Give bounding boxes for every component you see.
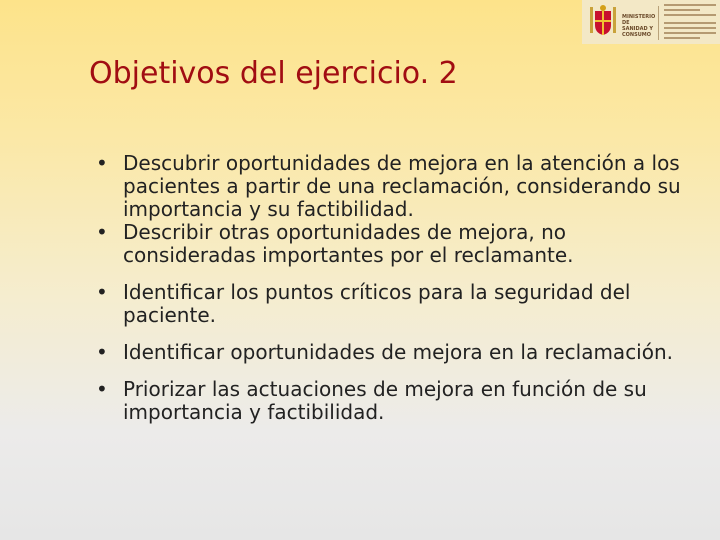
ministry-logo	[582, 0, 720, 44]
list-item	[96, 341, 686, 364]
bullet-icon: •	[96, 340, 108, 364]
list-item-text: Descubrir oportunidades de mejora en la atención a los pacientes a partir de una reclamación, considerando su importancia y su factibilidad.	[123, 151, 681, 221]
list-item	[96, 221, 686, 267]
bullet-icon: •	[96, 280, 108, 304]
list-item-text: Identificar oportunidades de mejora en la reclamación.	[123, 340, 674, 364]
list-item	[96, 281, 686, 327]
list-item	[96, 378, 686, 424]
ministry-name: MINISTERIO DE SANIDAD Y CONSUMO	[622, 14, 656, 38]
bullet-icon: •	[96, 220, 108, 244]
logo-subtitle-lines	[664, 4, 716, 42]
objectives-list	[96, 152, 686, 424]
list-item-text: Identificar los puntos críticos para la seguridad del paciente.	[123, 280, 631, 327]
bullet-icon: •	[96, 377, 108, 401]
coat-of-arms-icon	[588, 3, 618, 41]
logo-divider	[658, 6, 659, 40]
list-item	[96, 152, 686, 221]
list-item-text: Describir otras oportunidades de mejora, no consideradas importantes por el reclamante.	[123, 220, 574, 267]
bullet-icon: •	[96, 151, 108, 175]
slide-title: Objetivos del ejercicio. 2	[89, 56, 458, 91]
list-item-text: Priorizar las actuaciones de mejora en función de su importancia y factibilidad.	[123, 377, 647, 424]
